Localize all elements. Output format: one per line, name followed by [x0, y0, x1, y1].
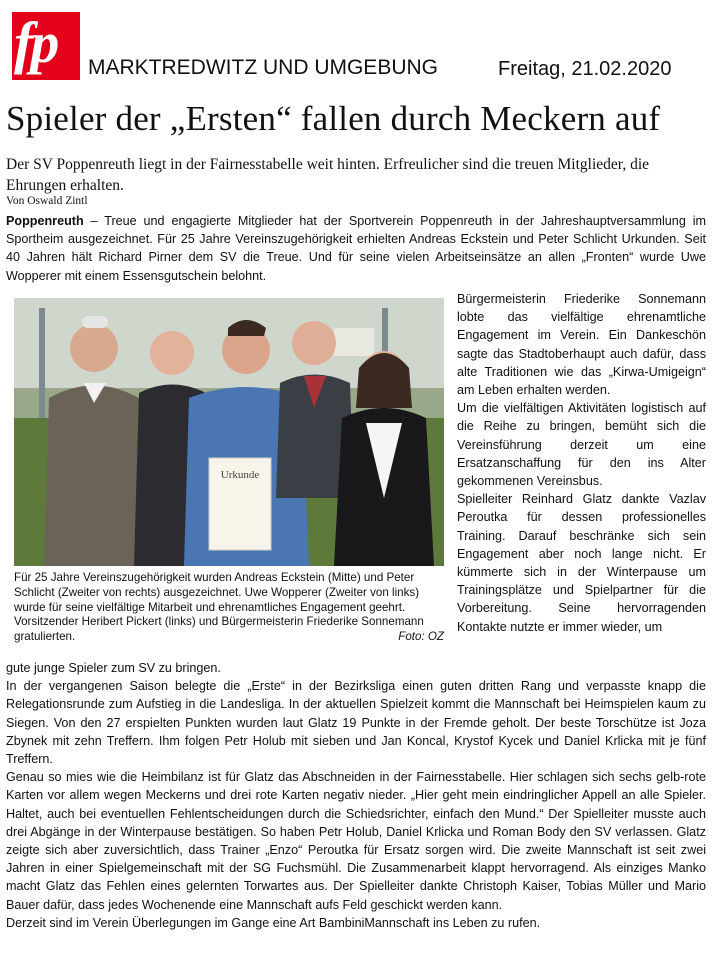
intro-paragraph: [6, 212, 706, 285]
photo-caption: [14, 571, 444, 645]
article-subhead: Der SV Poppenreuth liegt in der Fairnesstabelle weit hinten. Erfreulicher sind die treuen Mitglieder, die Ehrungen erhalten.: [6, 156, 650, 194]
certificate-text: Urkunde: [220, 469, 260, 481]
column-paragraph: Um die vielfältigen Aktivitäten logistisch auf die Reihe zu bringen, bemüht sich die Vereinsführung derzeit um eine Ersatzanschaffung für den ins Alter gekommenen Vereinsbus.: [457, 401, 706, 489]
photo-credit: Foto: OZ: [398, 630, 444, 644]
dateline: Poppenreuth: [6, 214, 84, 228]
body-paragraph: gute junge Spieler zum SV zu bringen.: [6, 661, 221, 675]
article-author: Von Oswald Zintl: [6, 195, 88, 207]
caption-text: Für 25 Jahre Vereinszugehörigkeit wurden Andreas Eckstein (Mitte) und Peter Schlicht (Zweiter von rechts) ausgezeichnet. Uwe Wopperer (Zweiter von links) wurde für seine vielfältige Mitarbeit und ehrenamtliches Engagement geehrt. Vorsitzender Heribert Pickert (links) und Bürgermeisterin Friederike Sonnemann gratulierten.: [14, 571, 424, 644]
photo-illustration: [14, 298, 444, 566]
newspaper-logo: [12, 12, 80, 80]
column-paragraph: Spielleiter Reinhard Glatz dankte Vazlav Peroutka für dessen professionelles Training. Darauf beschränke sich sein Engagement aber noch lange nicht. Er kümmerte sich in der Winterpause um Trainingsplätze und Spielpartner für die Vorbereitung. Seine hervorragenden Kontakte nutzte er immer wieder, um: [457, 492, 706, 634]
body-paragraph: Genau so mies wie die Heimbilanz ist für Glatz das Abschneiden in der Fairnesstabelle. Hier schlagen sich sechs gelb-rote Karten vor allem wegen Meckerns und drei rote Karten negativ nieder. „Hier geht mein eindringlicher Appell an alle Spieler. Haltet, auch bei eventuellen Fehlentscheidungen durch die Schiedsrichter, einfach den Mund.“ Der Spielleiter musste auch drei Abgänge in der Winterpause bestätigen. So haben Petr Holub, Daniel Krlicka und Roman Body den SV verlassen. Glatz zeigte sich aber zuversichtlich, dass Trainer „Enzo“ Peroutka für Ersatz sorgen wird. Die zweite Mannschaft ist seit zwei Jahren in einer Spielgemeinschaft mit der SG Fuchsmühl. Die Zusammenarbeit klappt hervorragend. Als einziges Manko macht Glatz das Fehlen eines gelernten Torwartes aus. Der Spielleiter dankte Christoph Kaiser, Tobias Müller und Mario Bauer dafür, dass jedes Wochenende eine Mannschaft aufs Feld geschickt werden kann.: [6, 770, 706, 912]
section-title: MARKTREDWITZ UND UMGEBUNG: [88, 56, 438, 79]
right-column: [457, 290, 706, 636]
continuation-text: [6, 659, 706, 932]
issue-date: Freitag, 21.02.2020: [498, 58, 672, 80]
intro-text: – Treue und engagierte Mitglieder hat der Sportverein Poppenreuth in der Jahreshauptversammlung im Sportheim ausgezeichnet. Für 25 Jahre Vereinszugehörigkeit erhielten Andreas Eckstein und Peter Schlicht Urkunden. Seit 40 Jahren hält Richard Pirner dem SV die Treue. Und für seine vielen Arbeitseinsätze an allen „Fronten“ wurde Uwe Wopperer mit einem Essensgutschein belohnt.: [6, 214, 706, 283]
body-paragraph: In der vergangenen Saison belegte die „Erste“ in der Bezirksliga einen guten dritten Rang und verpasste knapp die Relegationsrunde zum Aufstieg in die Landesliga. In der aktuellen Spielzeit kommt die Mannschaft bei Heimspielen kaum zu Siegen. Von den 27 erspielten Punkten wurden laut Glatz 19 Punkte in der Fremde geholt. Der beste Torschütze ist Joza Zbynek mit zehn Treffern. Ihm folgen Petr Holub mit sieben und Jan Koncal, Krystof Kycek und Daniel Krlicka mit je fünf Treffern.: [6, 679, 706, 767]
body-paragraph: Derzeit sind im Verein Überlegungen im Gange eine Art BambiniMannschaft ins Leben zu rufen.: [6, 915, 541, 930]
article-headline: Spieler der „Ersten“ fallen durch Meckern auf: [6, 99, 661, 138]
article-photo: [14, 298, 444, 566]
column-paragraph: Bürgermeisterin Friederike Sonnemann lobte das vielfältige ehrenamtliche Engagement im Verein. Ein Dankeschön sagte das Stadtoberhaupt auch dafür, dass alte Traditionen wie das „Kirwa-Umigeign“ am Leben erhalten werden.: [457, 292, 706, 398]
logo-text: fp: [14, 10, 57, 75]
